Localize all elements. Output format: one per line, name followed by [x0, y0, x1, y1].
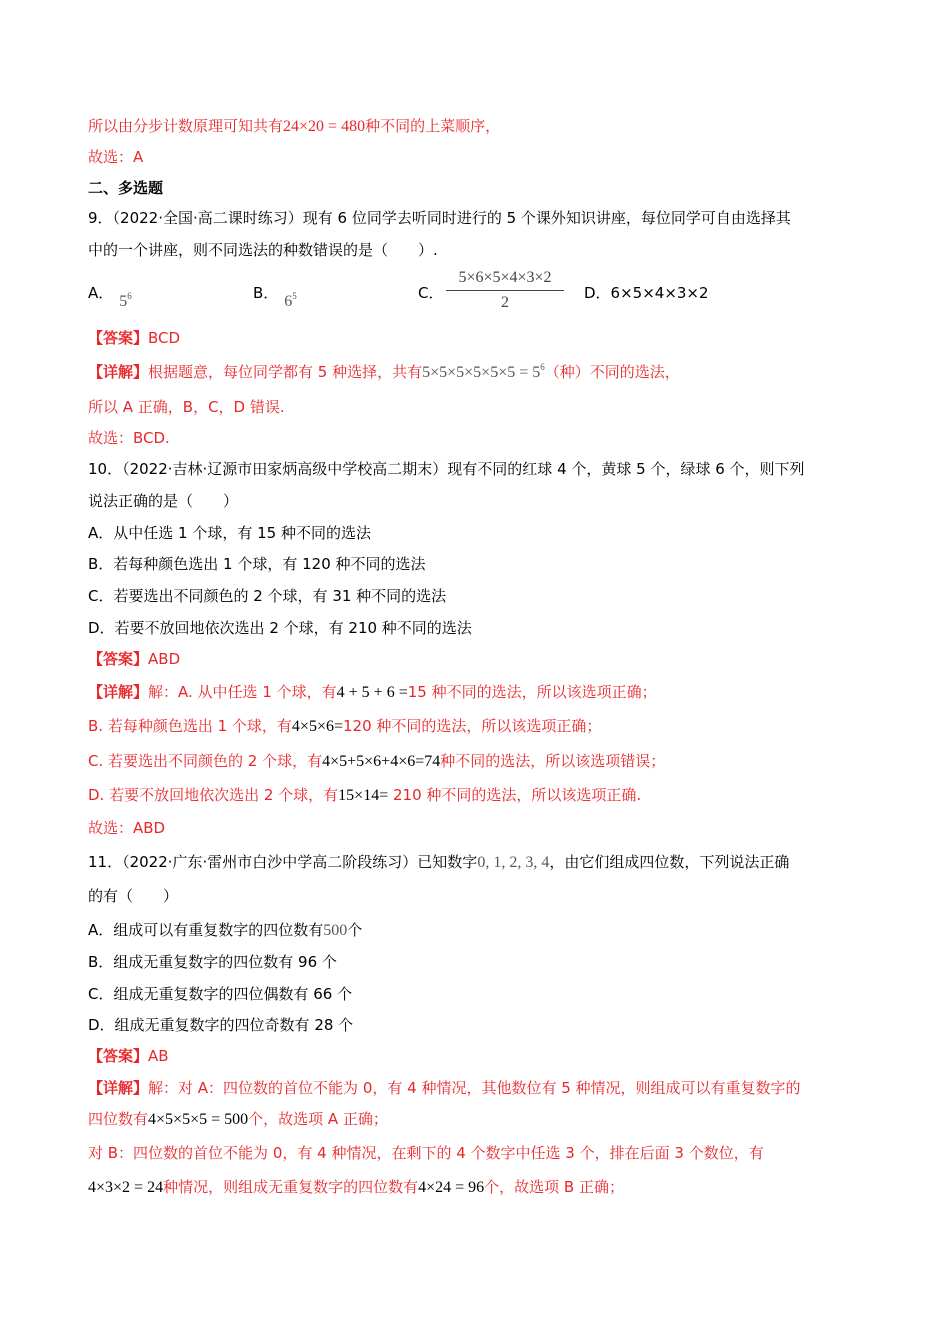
q11-answer-value: AB [148, 1047, 169, 1065]
q11-stem-line1 [88, 852, 789, 873]
q10-option-c: C．若要选出不同颜色的 2 个球，有 31 种不同的选法 [88, 587, 447, 605]
q9-option-b-label: B． [253, 284, 279, 302]
q10-detail-c-prefix: C. 若要选出不同颜色的 2 个球，有 [88, 752, 323, 770]
q11-stem-math: 0, 1, 2, 3, 4 [477, 854, 550, 871]
q11-option-d: D．组成无重复数字的四位奇数有 28 个 [88, 1016, 354, 1034]
q11-stem-suffix: ，由它们组成四位数，下列说法正确 [549, 853, 790, 871]
q10-detail-c-math: 4×5+5×6+4×6=74 [322, 753, 441, 770]
q10-option-a: A．从中任选 1 个球，有 15 种不同的选法 [88, 524, 371, 542]
q10-stem-line1: 10．（2022·吉林·辽源市田家炳高级中学校高二期末）现有不同的红球 4 个，黄球 5 个，绿球 6 个，则下列 [88, 460, 805, 478]
q8-conclusion-suffix: 种不同的上菜顺序， [365, 117, 501, 135]
q10-detail-c [88, 751, 665, 772]
q9-option-c-fraction [446, 268, 564, 313]
q10-choose-line: 故选：ABD [88, 819, 166, 837]
q9-option-a [88, 283, 132, 310]
q8-choose-line: 故选：A [88, 148, 144, 166]
q11-answer-label: 【答案】 [88, 1047, 149, 1065]
q11-option-a [88, 920, 362, 941]
q10-detail-b [88, 716, 601, 737]
q9-option-b-math: $6^5$ [284, 291, 297, 310]
q9-stem-line1: 9．（2022·全国·高二课时练习）现有 6 位同学去听同时进行的 5 个课外知识讲座，每位同学可自由选择其 [88, 209, 791, 227]
q11-detail-b-line2-math2: 4×24 = 96 [418, 1179, 485, 1196]
q9-answer-line [88, 328, 180, 348]
q9-answer-value: BCD [148, 329, 181, 347]
q11-detail-b-line2-mid: 种情况，则组成无重复数字的四位数有 [163, 1178, 419, 1196]
q11-option-a-suffix: 个 [347, 921, 363, 939]
q10-answer-label: 【答案】 [88, 650, 149, 668]
q9-detail-suffix: （种）不同的选法， [544, 363, 680, 381]
q11-detail-a-text: 解：对 A：四位数的首位不能为 0，有 4 种情况，其他数位有 5 种情况，则组成可以有重复数字的 [148, 1079, 801, 1097]
q10-answer-line [88, 649, 180, 669]
q11-detail-b-line2-suffix: 个，故选项 B 正确； [484, 1178, 624, 1196]
q10-detail-a-math: 4 + 5 + 6 = [336, 684, 408, 701]
q9-choose-line: 故选：BCD. [88, 429, 170, 447]
q11-detail-b-line1: 对 B：四位数的首位不能为 0，有 4 种情况，在剩下的 4 个数字中任选 3 个，排在后面 3 个数位，有 [88, 1144, 764, 1162]
q11-detail-a-line2-prefix: 四位数有 [88, 1110, 149, 1128]
q9-option-c-denominator: 2 [501, 294, 509, 311]
q11-detail-a-line2-suffix: 个，故选项 A 正确； [248, 1110, 388, 1128]
q9-stem-line2: 中的一个讲座，则不同选法的种数错误的是（ ）. [88, 241, 438, 259]
q9-detail-label: 【详解】 [88, 363, 149, 381]
q10-stem-line2: 说法正确的是（ ） [88, 492, 239, 510]
q10-detail-c-suffix: 种不同的选法，所以该选项错误； [440, 752, 666, 770]
q9-detail-line [88, 362, 680, 383]
q9-option-c-label: C． [418, 284, 444, 302]
q9-detail-prefix: 根据题意，每位同学都有 5 种选择，共有 [148, 363, 423, 381]
q10-detail-d-math: 15×14= [338, 787, 389, 804]
q10-detail-b-prefix: B. 若每种颜色选出 1 个球，有 [88, 717, 292, 735]
q10-detail-d [88, 785, 641, 806]
q10-detail-b-math: 4×5×6= [291, 718, 343, 735]
q11-stem-line2: 的有（ ） [88, 887, 179, 905]
q11-detail-a-line2 [88, 1109, 388, 1130]
q8-conclusion-prefix: 所以由分步计数原理可知共有 [88, 117, 284, 135]
q8-conclusion-line [88, 116, 500, 137]
q9-answer-label: 【答案】 [88, 329, 149, 347]
q10-option-d: D．若要不放回地依次选出 2 个球，有 210 种不同的选法 [88, 619, 472, 637]
q11-option-a-math: 500 [323, 922, 348, 939]
q11-option-c: C．组成无重复数字的四位偶数有 66 个 [88, 985, 353, 1003]
q10-detail-d-prefix: D. 若要不放回地依次选出 2 个球，有 [88, 786, 339, 804]
q10-detail-label: 【详解】 [88, 683, 149, 701]
q11-detail-b-line2-math1: 4×3×2 = 24 [88, 1179, 164, 1196]
q11-option-b: B．组成无重复数字的四位数有 96 个 [88, 953, 337, 971]
q10-option-b: B．若每种颜色选出 1 个球，有 120 种不同的选法 [88, 555, 426, 573]
section-title: 二、多选题 [88, 179, 164, 197]
q10-answer-value: ABD [148, 650, 181, 668]
q11-detail-b-line2 [88, 1177, 624, 1198]
q9-option-a-math: $5^6$ [119, 291, 132, 310]
q9-option-b [253, 283, 297, 310]
q11-option-a-prefix: A．组成可以有重复数字的四位数有 [88, 921, 324, 939]
q10-detail-a-suffix: 15 种不同的选法，所以该选项正确； [407, 683, 657, 701]
q11-detail-label: 【详解】 [88, 1079, 149, 1097]
q10-detail-a [88, 682, 657, 703]
q11-detail-a-line2-math: 4×5×5×5 = 500 [148, 1111, 249, 1128]
q9-option-c-numerator: 5×6×5×4×3×2 [446, 268, 564, 291]
q9-option-a-label: A． [88, 284, 114, 302]
q8-conclusion-math: 24×20 = 480 [283, 118, 366, 135]
q11-answer-line [88, 1046, 169, 1066]
q9-detail-math: $5\times 5\times 5\times 5\times 5\times 5 = 5^6$ [422, 362, 545, 381]
q9-option-d: D．6×5×4×3×2 [584, 284, 709, 302]
q10-detail-a-prefix: 解：A. 从中任选 1 个球，有 [148, 683, 337, 701]
q10-detail-d-suffix: 210 种不同的选法，所以该选项正确. [388, 786, 642, 804]
q11-detail-a-line1 [88, 1078, 801, 1098]
q11-stem-prefix: 11．（2022·广东·雷州市白沙中学高二阶段练习）已知数字 [88, 853, 478, 871]
q9-correct-line: 所以 A 正确，B，C，D 错误. [88, 398, 285, 416]
q10-detail-b-suffix: 120 种不同的选法，所以该选项正确； [343, 717, 602, 735]
